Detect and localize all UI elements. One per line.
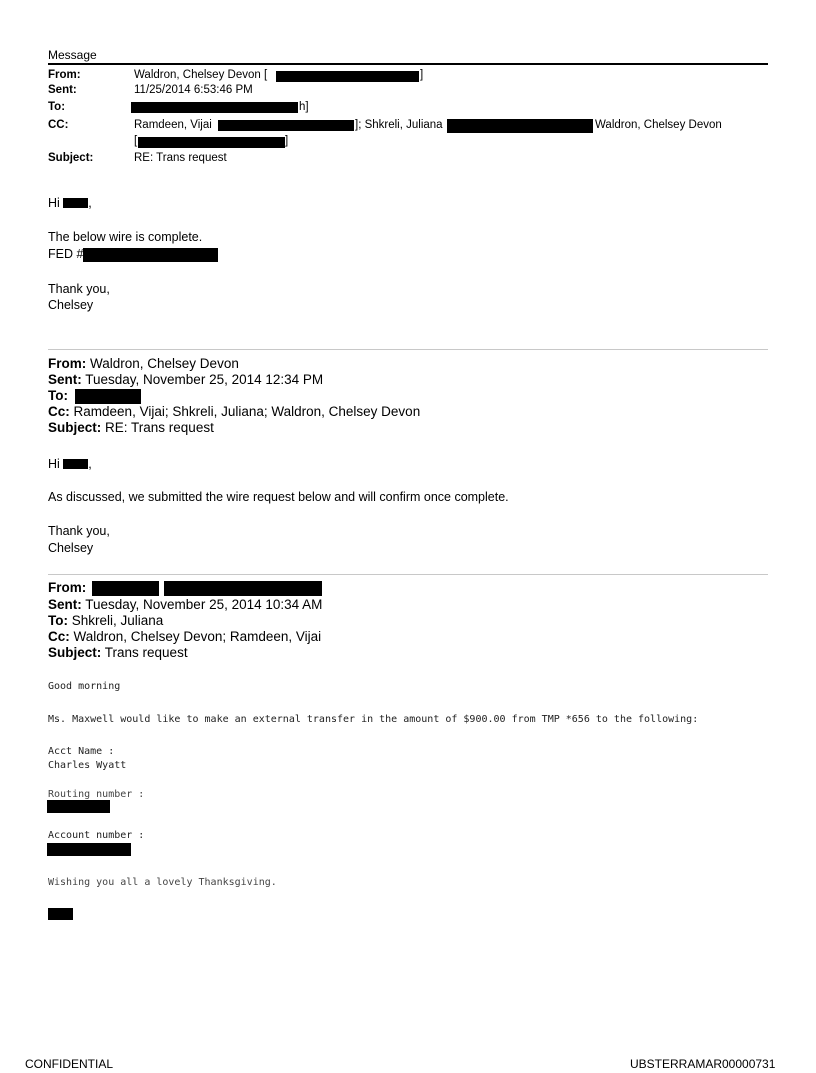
cc-label: Cc:	[48, 404, 70, 419]
cc-line2-close: ]	[285, 135, 289, 147]
redaction	[63, 459, 88, 469]
redaction	[48, 908, 73, 920]
cc-part3: Waldron, Chelsey Devon	[595, 119, 722, 131]
sent-label: Sent:	[48, 597, 82, 612]
subject-label: Subject:	[48, 420, 102, 435]
message-separator	[48, 349, 768, 350]
sender-name: Chelsey	[48, 541, 94, 555]
discussed-line: As discussed, we submitted the wire request below and will confirm once complete.	[48, 490, 509, 504]
redaction	[47, 800, 110, 813]
footer-confidential: CONFIDENTIAL	[25, 1057, 114, 1071]
cc-line	[48, 404, 420, 420]
subject-value: RE: Trans request	[105, 420, 214, 435]
to-value: Shkreli, Juliana	[71, 613, 164, 628]
redaction	[447, 119, 593, 133]
from-line	[48, 356, 239, 372]
sent-value: 11/25/2014 6:53:46 PM	[134, 84, 253, 96]
subject-label: Subject:	[48, 645, 102, 660]
greeting-text: Hi	[48, 196, 60, 210]
sent-line	[48, 372, 323, 388]
from-value: Waldron, Chelsey Devon	[90, 356, 239, 371]
to-line	[48, 613, 163, 629]
cc-part2: ]; Shkreli, Juliana	[355, 119, 443, 131]
signoff: Thank you,	[48, 282, 110, 296]
cc-line2-open: [	[134, 135, 138, 147]
routing-label: Routing number :	[48, 789, 145, 800]
fed-line: FED #	[48, 247, 84, 261]
cc-value: Ramdeen, Vijai; Shkreli, Juliana; Waldron, Chelsey Devon	[73, 404, 421, 419]
cc-part1: Ramdeen, Vijai	[134, 119, 212, 131]
redaction	[47, 843, 131, 856]
acct-name-value: Charles Wyatt	[48, 760, 127, 771]
redaction	[276, 71, 419, 82]
header-rule	[48, 63, 768, 65]
to-label: To:	[48, 388, 68, 403]
sent-value: Tuesday, November 25, 2014 12:34 PM	[85, 372, 324, 387]
greeting-comma: ,	[88, 196, 92, 210]
subject-value: RE: Trans request	[134, 152, 227, 164]
from-line	[48, 580, 86, 596]
sent-value: Tuesday, November 25, 2014 10:34 AM	[85, 597, 323, 612]
redaction	[131, 102, 298, 113]
greeting-comma: ,	[88, 457, 92, 471]
sent-label: Sent:	[48, 84, 77, 96]
account-label: Account number :	[48, 830, 145, 841]
signoff: Thank you,	[48, 524, 110, 538]
message-label: Message	[48, 48, 97, 62]
acct-name-label: Acct Name :	[48, 746, 115, 757]
redaction	[63, 198, 88, 208]
subject-line	[48, 645, 188, 661]
from-value: Waldron, Chelsey Devon [	[134, 69, 268, 81]
cc-line	[48, 629, 321, 645]
sender-name: Chelsey	[48, 298, 94, 312]
wire-complete-line: The below wire is complete.	[48, 230, 203, 244]
to-tail: h]	[299, 101, 309, 113]
to-label: To:	[48, 613, 68, 628]
from-label: From:	[48, 356, 87, 371]
from-close: ]	[420, 69, 424, 81]
redaction	[218, 120, 354, 131]
cc-value: Waldron, Chelsey Devon; Ramdeen, Vijai	[73, 629, 322, 644]
footer-bates-number: UBSTERRAMAR00000731	[630, 1057, 776, 1071]
redaction	[164, 581, 322, 596]
from-label: From:	[48, 69, 81, 81]
subject-value: Trans request	[104, 645, 188, 660]
redaction	[83, 248, 218, 262]
greeting	[48, 195, 92, 211]
transfer-request-line: Ms. Maxwell would like to make an external transfer in the amount of $900.00 from TMP *656 to the following:	[48, 714, 699, 725]
redaction	[92, 581, 159, 596]
cc-label: Cc:	[48, 629, 70, 644]
closing-line: Wishing you all a lovely Thanksgiving.	[48, 877, 277, 888]
to-line	[48, 388, 68, 404]
redaction	[75, 389, 141, 404]
greeting-text: Hi	[48, 457, 60, 471]
subject-line	[48, 420, 214, 436]
sent-label: Sent:	[48, 372, 82, 387]
greeting: Good morning	[48, 681, 121, 692]
to-label: To:	[48, 101, 66, 113]
redaction	[138, 137, 285, 148]
cc-label: CC:	[48, 119, 69, 131]
greeting	[48, 456, 92, 472]
subject-label: Subject:	[48, 152, 94, 164]
from-label: From:	[48, 580, 87, 595]
sent-line	[48, 597, 322, 613]
message-separator	[48, 574, 768, 575]
